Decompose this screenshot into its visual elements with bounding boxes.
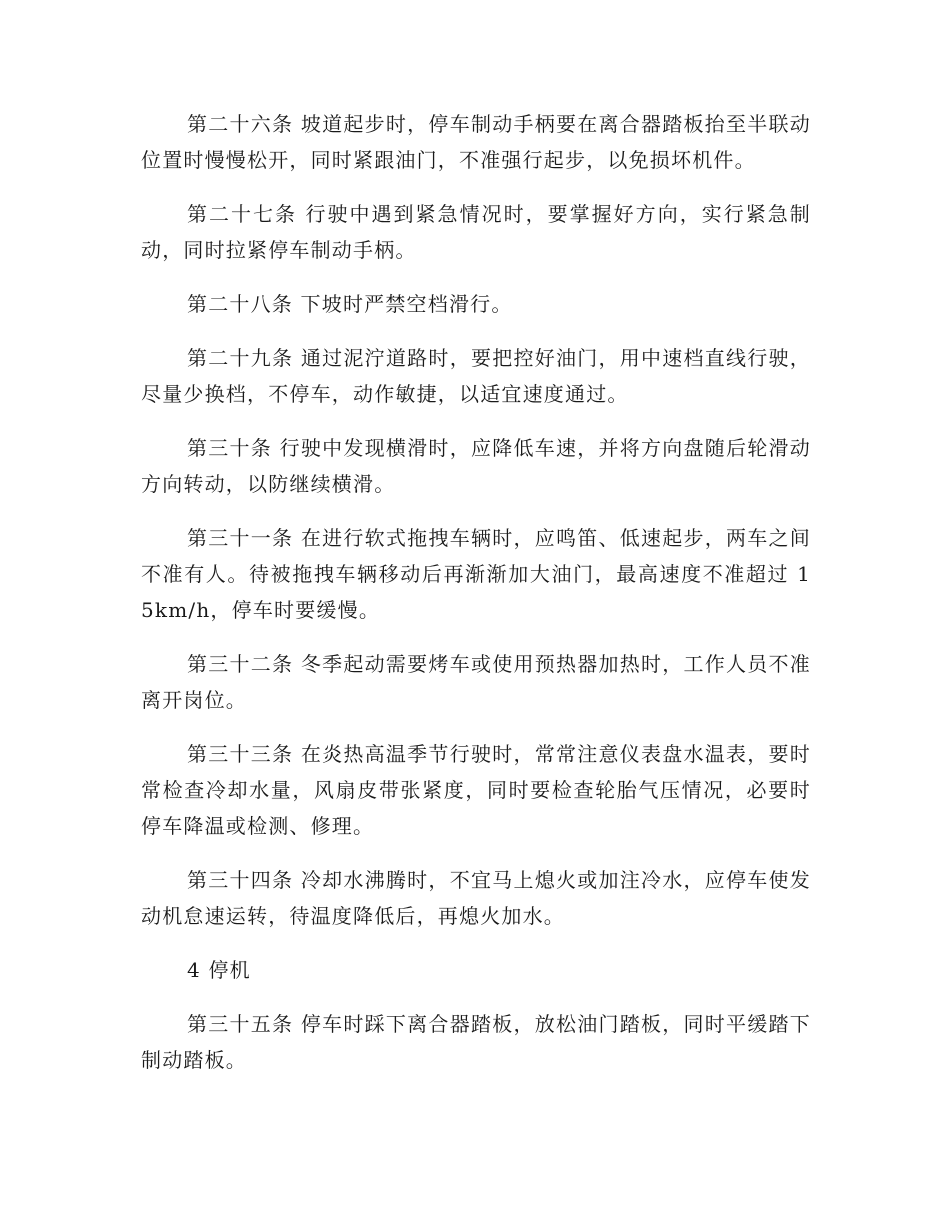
article-28: 第二十八条 下坡时严禁空档滑行。 <box>187 292 513 316</box>
article-27: 第二十七条 行驶中遇到紧急情况时，要掌握好方向，实行紧急制动，同时拉紧停车制动手柄。 <box>141 202 811 262</box>
article-35: 第三十五条 停车时踩下离合器踏板，放松油门踏板，同时平缓踏下制动踏板。 <box>141 1012 811 1072</box>
article-32: 第三十二条 冬季起动需要烤车或使用预热器加热时，工作人员不准离开岗位。 <box>141 652 811 712</box>
article-30: 第三十条 行驶中发现横滑时，应降低车速，并将方向盘随后轮滑动方向转动，以防继续横滑。 <box>141 436 811 496</box>
article-34: 第三十四条 冷却水沸腾时，不宜马上熄火或加注冷水，应停车使发动机怠速运转，待温度降低后，再熄火加水。 <box>141 868 811 928</box>
article-33: 第三十三条 在炎热高温季节行驶时，常常注意仪表盘水温表，要时常检查冷却水量，风扇皮带张紧度，同时要检查轮胎气压情况，必要时停车降温或检测、修理。 <box>141 742 811 838</box>
article-26: 第二十六条 坡道起步时，停车制动手柄要在离合器踏板抬至半联动位置时慢慢松开，同时紧跟油门，不准强行起步，以免损坏机件。 <box>141 112 811 172</box>
document-body <box>141 106 811 1096</box>
section-heading: 4 停机 <box>187 958 251 982</box>
article-29: 第二十九条 通过泥泞道路时，要把控好油门，用中速档直线行驶，尽量少换档，不停车，动作敏捷，以适宜速度通过。 <box>141 346 811 406</box>
article-31: 第三十一条 在进行软式拖拽车辆时，应鸣笛、低速起步，两车之间不准有人。待被拖拽车辆移动后再渐渐加大油门，最高速度不准超过 15km/h，停车时要缓慢。 <box>141 526 811 622</box>
